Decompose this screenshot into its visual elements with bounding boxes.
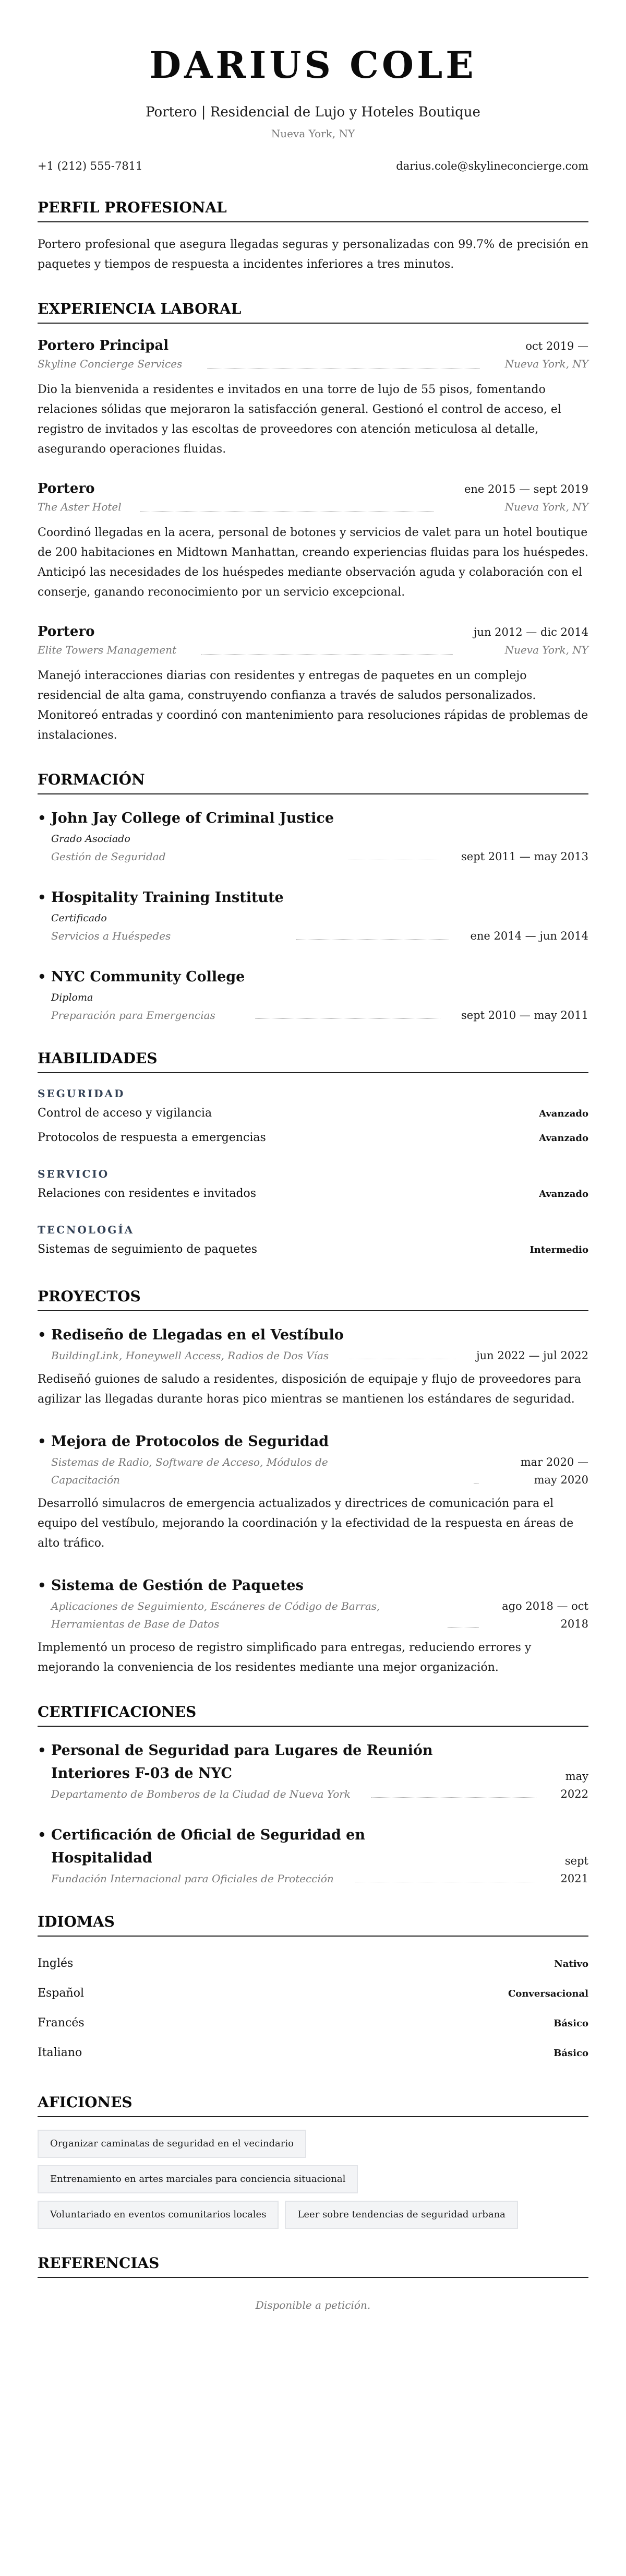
certification-date: sept 2021 [560, 1855, 588, 1885]
bullet-icon: • [38, 1327, 46, 1343]
skill-category: SERVICIO [38, 1168, 110, 1180]
education-entry [38, 807, 588, 865]
hobby-chip: Organizar caminatas de seguridad en el vecindario [38, 2130, 306, 2158]
contact-row [38, 159, 588, 173]
education-dates: sept 2010 — may 2011 [461, 1009, 588, 1022]
project-name: Sistema de Gestión de Paquetes [51, 1577, 304, 1594]
dotted-leader [201, 654, 452, 655]
company-name: Elite Towers Management [38, 644, 177, 656]
candidate-name: DARIUS COLE [149, 43, 477, 87]
summary-section [38, 198, 588, 275]
certification-name: Personal de Seguridad para Lugares de Reunión Interiores F-03 de NYC [51, 1742, 433, 1782]
section-title: PERFIL PROFESIONAL [38, 198, 588, 222]
language-level: Nativo [554, 1958, 588, 1969]
skill-item [38, 1126, 588, 1150]
hobby-chips [38, 2130, 588, 2229]
dotted-leader [448, 1627, 479, 1628]
bullet-icon: • [38, 1434, 46, 1450]
job-location: Nueva York, NY [504, 644, 588, 656]
summary-text: Portero profesional que asegura llegadas seguras y personalizadas con 99.7% de precisión en paquetes y tiempos de respuesta a incidentes inferiores a tres minutos. [38, 238, 588, 271]
skill-level: Intermedio [529, 1244, 588, 1255]
skill-category: SEGURIDAD [38, 1087, 125, 1100]
bullet-icon: • [38, 811, 46, 826]
job-dates: jun 2012 — dic 2014 [473, 626, 588, 638]
bullet-icon: • [38, 1743, 46, 1759]
certification-name: Certificación de Oficial de Seguridad en Hospitalidad [51, 1827, 365, 1866]
project-description: Desarrolló simulacros de emergencia actualizados y directrices de comunicación para el equipo del vestíbulo, mejorando la coordinación y la efectividad de la respuesta en áreas de alto tráfico. [38, 1497, 574, 1550]
phone: +1 (212) 555-7811 [38, 160, 143, 172]
language-name: Español [38, 1987, 84, 2000]
email-link[interactable]: darius.cole@skylineconcierge.com [396, 160, 588, 172]
job-location: Nueva York, NY [504, 358, 588, 370]
skill-level: Avanzado [539, 1108, 588, 1119]
education-dates: sept 2011 — may 2013 [461, 850, 588, 863]
dotted-leader [207, 368, 479, 369]
project-tools: BuildingLink, Honeywell Access, Radios de Dos Vías [51, 1349, 329, 1362]
language-item [38, 2038, 588, 2068]
company-name: The Aster Hotel [38, 501, 122, 513]
field-of-study: Preparación para Emergencias [51, 1009, 215, 1022]
job-dates: ene 2015 — sept 2019 [464, 483, 588, 495]
section-title: HABILIDADES [38, 1049, 588, 1073]
degree: Certificado [51, 912, 107, 924]
project-dates: ago 2018 — oct 2018 [502, 1600, 588, 1630]
section-title: CERTIFICACIONES [38, 1703, 588, 1727]
projects-section [38, 1287, 588, 1678]
project-tools: Aplicaciones de Seguimiento, Escáneres de Código de Barras, Herramientas de Base de Datos [51, 1600, 380, 1630]
language-item [38, 1979, 588, 2009]
section-title: EXPERIENCIA LABORAL [38, 300, 588, 324]
field-of-study: Gestión de Seguridad [51, 850, 166, 863]
degree: Diploma [51, 992, 93, 1003]
project-name: Mejora de Protocolos de Seguridad [51, 1433, 329, 1450]
field-of-study: Servicios a Huéspedes [51, 930, 171, 942]
section-title: PROYECTOS [38, 1287, 588, 1311]
job-entry [38, 336, 588, 459]
language-name: Italiano [38, 2046, 82, 2059]
section-title: FORMACIÓN [38, 770, 588, 794]
skill-level: Avanzado [539, 1189, 588, 1200]
skill-name: Control de acceso y vigilancia [38, 1107, 212, 1120]
job-title: Portero [38, 481, 95, 496]
skill-name: Protocolos de respuesta a emergencias [38, 1131, 266, 1144]
degree: Grado Asociado [51, 833, 130, 845]
language-level: Básico [553, 2018, 588, 2029]
hobby-chip: Entrenamiento en artes marciales para conciencia situacional [38, 2165, 358, 2193]
language-item [38, 2009, 588, 2038]
project-entry [38, 1430, 588, 1553]
experience-section [38, 300, 588, 745]
education-dates: ene 2014 — jun 2014 [470, 930, 588, 942]
project-dates: jun 2022 — jul 2022 [476, 1349, 588, 1362]
language-name: Francés [38, 2016, 85, 2029]
dotted-leader [255, 1018, 440, 1019]
institution-name: John Jay College of Criminal Justice [51, 810, 334, 826]
job-title: Portero [38, 624, 95, 639]
skill-item [38, 1182, 588, 1206]
language-name: Inglés [38, 1957, 74, 1970]
header-location: Nueva York, NY [271, 127, 355, 140]
education-section [38, 770, 588, 1024]
languages-section [38, 1913, 588, 2068]
project-description: Implementó un proceso de registro simplificado para entregas, reduciendo errores y mejorando la conveniencia de los residentes mediante una mejor organización. [38, 1641, 532, 1674]
dotted-leader [371, 1797, 536, 1798]
skill-level: Avanzado [539, 1133, 588, 1144]
job-location: Nueva York, NY [504, 501, 588, 513]
project-description: Rediseñó guiones de saludo a residentes, disposición de equipaje y flujo de proveedores para agilizar las llegadas durante horas pico mientras se mantienen los estándares de seguridad. [38, 1373, 581, 1406]
bullet-icon: • [38, 969, 46, 985]
hobby-chip: Voluntariado en eventos comunitarios locales [38, 2201, 279, 2229]
certification-entry [38, 1739, 588, 1803]
skill-name: Sistemas de seguimiento de paquetes [38, 1243, 258, 1256]
bullet-icon: • [38, 1578, 46, 1594]
language-level: Básico [553, 2048, 588, 2059]
project-name: Rediseño de Llegadas en el Vestíbulo [51, 1327, 344, 1343]
language-level: Conversacional [508, 1988, 588, 1999]
certification-date: may 2022 [560, 1770, 588, 1800]
job-title: Portero Principal [38, 338, 169, 353]
job-description: Coordinó llegadas en la acera, personal de botones y servicios de valet para un hotel boutique de 200 habitaciones en Midtown Manhattan, creando experiencias fluidas para los huéspedes. Anticipó las necesidades de los huéspedes mediante observación aguda y colaboración con el conserje, ganando reconocimiento por un servicio excepcional. [38, 526, 588, 599]
certification-entry [38, 1824, 588, 1888]
section-title: REFERENCIAS [38, 2254, 588, 2278]
section-title: IDIOMAS [38, 1913, 588, 1937]
certification-issuer: Departamento de Bomberos de la Ciudad de Nueva York [51, 1788, 351, 1800]
certification-issuer: Fundación Internacional para Oficiales de Protección [51, 1872, 334, 1885]
references-text: Disponible a petición. [255, 2299, 371, 2311]
bullet-icon: • [38, 1827, 46, 1843]
bullet-icon: • [38, 890, 46, 906]
skill-item [38, 1101, 588, 1126]
language-item [38, 1949, 588, 1979]
job-entry [38, 479, 588, 602]
references-section [38, 2254, 588, 2311]
certifications-section [38, 1703, 588, 1888]
dotted-leader [140, 511, 434, 512]
headline: Portero | Residencial de Lujo y Hoteles Boutique [146, 104, 480, 120]
section-title: AFICIONES [38, 2093, 588, 2117]
institution-name: Hospitality Training Institute [51, 889, 284, 906]
dotted-leader [296, 939, 449, 940]
education-entry [38, 886, 588, 945]
job-description: Manejó interacciones diarias con residentes y entregas de paquetes en un complejo residencial de alta gama, construyendo confianza a través de saludos personalizados. Monitoreó entradas y coordinó con mantenimiento para resoluciones rápidas de problemas de instalaciones. [38, 669, 588, 742]
job-dates: oct 2019 — [525, 340, 588, 352]
job-description: Dio la bienvenida a residentes e invitados en una torre de lujo de 55 pisos, fomentando relaciones sólidas que mejoraron la satisfacción general. Gestionó el control de acceso, el registro de invitados y las escoltas de proveedores con atención meticulosa al detalle, asegurando operaciones fluidas. [38, 383, 561, 456]
project-dates: mar 2020 — may 2020 [520, 1456, 588, 1486]
hobby-chip: Leer sobre tendencias de seguridad urbana [285, 2201, 517, 2229]
resume-header [38, 42, 588, 173]
skill-category: TECNOLOGÍA [38, 1224, 135, 1236]
skill-name: Relaciones con residentes e invitados [38, 1187, 257, 1200]
company-name: Skyline Concierge Services [38, 358, 183, 370]
project-entry [38, 1574, 588, 1678]
skill-item [38, 1238, 588, 1262]
job-entry [38, 622, 588, 745]
project-tools: Sistemas de Radio, Software de Acceso, Módulos de Capacitación [51, 1456, 328, 1486]
education-entry [38, 966, 588, 1024]
institution-name: NYC Community College [51, 969, 245, 985]
skills-section [38, 1049, 588, 1262]
hobbies-section [38, 2093, 588, 2229]
project-entry [38, 1324, 588, 1409]
